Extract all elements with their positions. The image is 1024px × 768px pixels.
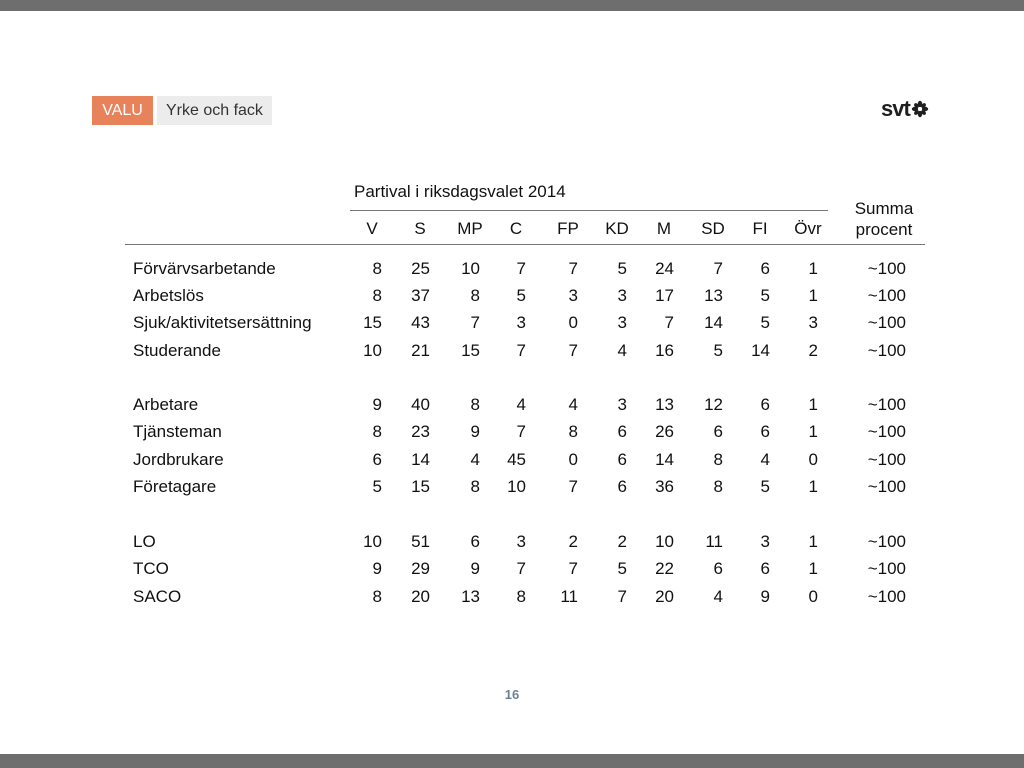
table-cell: 5 xyxy=(372,477,382,496)
table-cell: 5 xyxy=(760,286,770,305)
table-cell: 24 xyxy=(655,259,674,278)
sum-cell: ~100 xyxy=(867,532,906,551)
table-cell: 8 xyxy=(713,450,723,469)
party-header: KD xyxy=(605,219,629,238)
table-cell: 7 xyxy=(568,259,578,278)
table-cell: 7 xyxy=(617,587,627,606)
sum-cell: ~100 xyxy=(867,587,906,606)
table-cell: 8 xyxy=(372,286,382,305)
table-cell: 3 xyxy=(568,286,578,305)
topic-tag: Yrke och fack xyxy=(157,96,272,125)
table-cell: 0 xyxy=(568,313,578,332)
table-cell: 10 xyxy=(655,532,674,551)
table-cell: 7 xyxy=(664,313,674,332)
table-cell: 6 xyxy=(713,422,723,441)
table-cell: 6 xyxy=(470,532,480,551)
table-cell: 11 xyxy=(705,532,723,551)
table-cell: 15 xyxy=(461,341,480,360)
table-cell: 5 xyxy=(516,286,526,305)
sum-cell: ~100 xyxy=(867,259,906,278)
table-row xyxy=(0,587,1024,614)
table-cell: 45 xyxy=(507,450,526,469)
table-cell: 25 xyxy=(411,259,430,278)
table-cell: 6 xyxy=(713,559,723,578)
table-cell: 11 xyxy=(560,587,578,606)
table-cell: 3 xyxy=(617,395,627,414)
table-row xyxy=(0,477,1024,504)
table-row xyxy=(0,313,1024,340)
row-label: Tjänsteman xyxy=(133,422,222,441)
row-label: Förvärvsarbetande xyxy=(133,259,276,278)
table-row xyxy=(0,395,1024,422)
row-label: Arbetare xyxy=(133,395,199,414)
table-cell: 9 xyxy=(372,395,382,414)
page-number: 16 xyxy=(504,687,520,702)
group-underline xyxy=(350,210,828,211)
table-cell: 4 xyxy=(470,450,480,469)
sum-cell: ~100 xyxy=(867,450,906,469)
top-frame-bar xyxy=(0,0,1024,11)
sum-cell: ~100 xyxy=(867,341,906,360)
valu-tag: VALU xyxy=(92,96,153,125)
party-header: S xyxy=(414,219,426,238)
party-header: SD xyxy=(701,219,725,238)
sum-column-header xyxy=(840,198,928,240)
table-group-title: Partival i riksdagsvalet 2014 xyxy=(354,182,566,201)
table-cell: 4 xyxy=(617,341,627,360)
table-cell: 6 xyxy=(760,395,770,414)
sum-cell: ~100 xyxy=(867,422,906,441)
table-cell: 40 xyxy=(411,395,430,414)
table-cell: 17 xyxy=(655,286,674,305)
table-cell: 10 xyxy=(461,259,480,278)
table-cell: 8 xyxy=(470,395,480,414)
header-rule xyxy=(125,244,925,245)
bottom-frame-bar xyxy=(0,754,1024,768)
table-cell: 9 xyxy=(470,422,480,441)
sum-cell: ~100 xyxy=(867,395,906,414)
row-label: Sjuk/aktivitetsersättning xyxy=(133,313,312,332)
table-cell: 2 xyxy=(568,532,578,551)
row-label: TCO xyxy=(133,559,169,578)
table-cell: 43 xyxy=(411,313,430,332)
table-cell: 21 xyxy=(411,341,430,360)
table-cell: 10 xyxy=(363,532,382,551)
table-cell: 14 xyxy=(704,313,723,332)
table-cell: 9 xyxy=(372,559,382,578)
table-cell: 20 xyxy=(411,587,430,606)
table-cell: 6 xyxy=(617,422,627,441)
row-label: Företagare xyxy=(133,477,217,496)
sum-cell: ~100 xyxy=(867,559,906,578)
sum-cell: ~100 xyxy=(867,477,906,496)
table-cell: 4 xyxy=(760,450,770,469)
row-label: SACO xyxy=(133,587,182,606)
table-cell: 4 xyxy=(516,395,526,414)
table-row xyxy=(0,341,1024,368)
table-cell: 1 xyxy=(808,477,818,496)
table-cell: 8 xyxy=(372,422,382,441)
table-cell: 7 xyxy=(516,559,526,578)
table-row xyxy=(0,259,1024,286)
table-cell: 3 xyxy=(617,313,627,332)
party-header: Övr xyxy=(794,219,822,238)
table-cell: 12 xyxy=(704,395,723,414)
table-cell: 3 xyxy=(808,313,818,332)
row-label: Jordbrukare xyxy=(133,450,224,469)
table-cell: 10 xyxy=(507,477,526,496)
table-row xyxy=(0,422,1024,449)
table-cell: 37 xyxy=(411,286,430,305)
table-cell: 1 xyxy=(808,395,818,414)
table-cell: 7 xyxy=(516,259,526,278)
table-cell: 8 xyxy=(372,587,382,606)
table-cell: 14 xyxy=(655,450,674,469)
table-cell: 7 xyxy=(516,422,526,441)
table-cell: 8 xyxy=(372,259,382,278)
table-cell: 2 xyxy=(617,532,627,551)
svt-flower-icon xyxy=(911,100,929,118)
table-cell: 13 xyxy=(704,286,723,305)
table-cell: 3 xyxy=(760,532,770,551)
sum-header-line2: procent xyxy=(855,220,913,239)
svt-logo xyxy=(881,95,929,123)
table-cell: 5 xyxy=(617,259,627,278)
table-cell: 7 xyxy=(516,341,526,360)
table-cell: 6 xyxy=(617,477,627,496)
table-cell: 8 xyxy=(568,422,578,441)
row-label: LO xyxy=(133,532,156,551)
table-cell: 15 xyxy=(363,313,382,332)
sum-cell: ~100 xyxy=(867,286,906,305)
table-cell: 10 xyxy=(363,341,382,360)
table-cell: 1 xyxy=(808,532,818,551)
table-cell: 6 xyxy=(760,259,770,278)
table-cell: 23 xyxy=(411,422,430,441)
table-cell: 8 xyxy=(470,286,480,305)
table-cell: 1 xyxy=(808,422,818,441)
table-cell: 14 xyxy=(751,341,770,360)
table-cell: 15 xyxy=(411,477,430,496)
table-cell: 4 xyxy=(568,395,578,414)
table-cell: 29 xyxy=(411,559,430,578)
table-cell: 14 xyxy=(411,450,430,469)
table-cell: 4 xyxy=(713,587,723,606)
row-label: Arbetslös xyxy=(133,286,204,305)
table-cell: 16 xyxy=(655,341,674,360)
table-cell: 6 xyxy=(617,450,627,469)
table-cell: 6 xyxy=(760,422,770,441)
table-cell: 0 xyxy=(808,587,818,606)
table-cell: 5 xyxy=(760,313,770,332)
table-cell: 51 xyxy=(411,532,430,551)
table-cell: 20 xyxy=(655,587,674,606)
table-cell: 8 xyxy=(516,587,526,606)
row-label: Studerande xyxy=(133,341,221,360)
table-cell: 3 xyxy=(516,313,526,332)
table-cell: 8 xyxy=(470,477,480,496)
table-cell: 0 xyxy=(808,450,818,469)
party-header: M xyxy=(656,219,672,238)
table-cell: 1 xyxy=(808,259,818,278)
table-cell: 7 xyxy=(713,259,723,278)
party-header: C xyxy=(509,219,523,238)
party-header: FP xyxy=(557,219,579,238)
table-cell: 36 xyxy=(655,477,674,496)
table-cell: 7 xyxy=(568,477,578,496)
logo-text: svt xyxy=(881,96,910,121)
table-row xyxy=(0,559,1024,586)
party-header: V xyxy=(366,219,378,238)
table-cell: 3 xyxy=(516,532,526,551)
party-header: MP xyxy=(457,219,483,238)
table-cell: 1 xyxy=(808,559,818,578)
table-row xyxy=(0,450,1024,477)
table-cell: 8 xyxy=(713,477,723,496)
table-cell: 26 xyxy=(655,422,674,441)
table-cell: 1 xyxy=(808,286,818,305)
table-cell: 13 xyxy=(461,587,480,606)
table-row xyxy=(0,532,1024,559)
sum-cell: ~100 xyxy=(867,313,906,332)
table-cell: 7 xyxy=(568,341,578,360)
table-cell: 6 xyxy=(372,450,382,469)
table-cell: 6 xyxy=(760,559,770,578)
table-cell: 0 xyxy=(568,450,578,469)
table-cell: 5 xyxy=(760,477,770,496)
table-cell: 5 xyxy=(713,341,723,360)
table-cell: 7 xyxy=(568,559,578,578)
table-cell: 3 xyxy=(617,286,627,305)
table-cell: 2 xyxy=(808,341,818,360)
table-cell: 22 xyxy=(655,559,674,578)
table-cell: 9 xyxy=(470,559,480,578)
table-row xyxy=(0,286,1024,313)
table-cell: 7 xyxy=(470,313,480,332)
table-cell: 9 xyxy=(760,587,770,606)
party-header: FI xyxy=(752,219,768,238)
table-cell: 5 xyxy=(617,559,627,578)
table-cell: 13 xyxy=(655,395,674,414)
sum-header-line1: Summa xyxy=(854,199,914,218)
